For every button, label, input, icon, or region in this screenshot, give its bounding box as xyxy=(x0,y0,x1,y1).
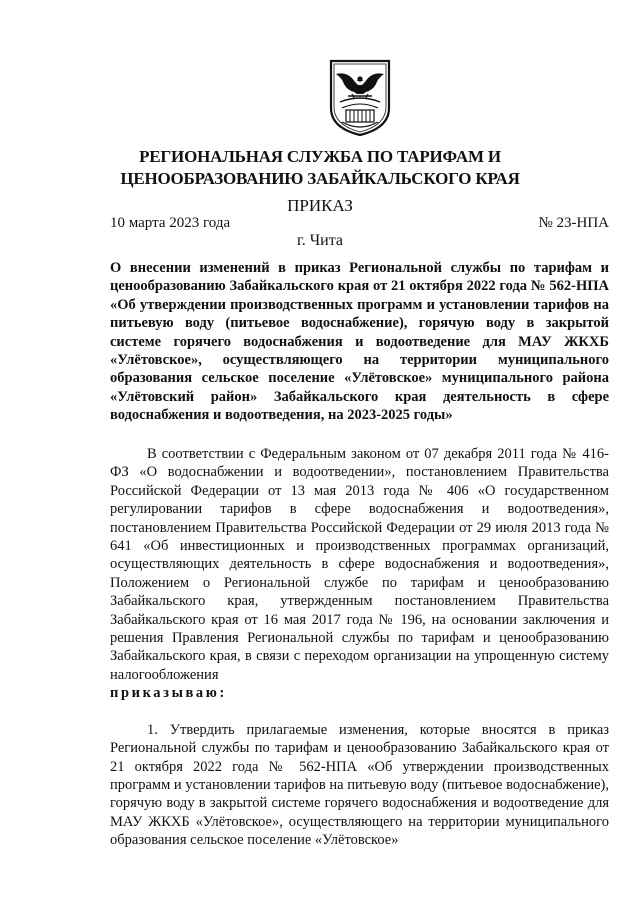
organization-name-line-1: РЕГИОНАЛЬНАЯ СЛУЖБА ПО ТАРИФАМ И xyxy=(139,147,501,166)
document-date: 10 марта 2023 года xyxy=(110,215,231,231)
organization-name xyxy=(0,146,640,190)
organization-name-line-2: ЦЕНООБРАЗОВАНИЮ ЗАБАЙКАЛЬСКОГО КРАЯ xyxy=(120,169,520,188)
document-body xyxy=(110,445,609,850)
item-1-paragraph: 1. Утвердить прилагаемые изменения, которые вносятся в приказ Региональной службы по тарифам и ценообразованию Забайкальского края от 21 октября 2022 года № 562-НПА «Об утверждении производственных программ и установлении тарифов на питьевую воду (питьевое водоснабжение), горячую воду в закрытой системе горячего водоснабжения и водоотведение для МАУ ЖКХБ «Улётовское», осуществляющего на территории муниципального образования сельское поселение «Улётовское» xyxy=(110,721,609,849)
document-type: ПРИКАЗ xyxy=(287,196,353,215)
decree-word: приказываю: xyxy=(110,685,227,702)
document-subject: О внесении изменений в приказ Региональной службы по тарифам и ценообразованию Забайкальского края от 21 октября 2022 года № 562-НПА «Об утверждении производственных программ и установлении тарифов на питьевую воду (питьевое водоснабжение), горячую воду в закрытой системе горячего водоснабжения и водоотведение для МАУ ЖКХБ «Улётовское», осуществляющего на территории муниципального образования сельское поселение «Улётовское» муниципального района «Улётовский район» Забайкальского края деятельность в сфере водоснабжения и водоотведения, на 2023-2025 годы» xyxy=(110,260,609,424)
document-city: г. Чита xyxy=(296,232,343,249)
preamble-paragraph xyxy=(110,445,609,703)
zabaykalsky-coat-of-arms-icon xyxy=(328,58,392,138)
document-number: № 23-НПА xyxy=(538,215,609,231)
preamble-text: В соответствии с Федеральным законом от 07 декабря 2011 года № 416-ФЗ «О водоснабжении и водоотведении», постановлением Правительства Российской Федерации от 13 мая 2013 года № 406 «О государственном регулировании тарифов в сфере водоснабжения и водоотведения», постановлением Правительства Российской Федерации от 29 июля 2013 года № 641 «Об инвестиционных и производственных программах организаций, осуществляющих деятельность в сфере водоснабжения и водоотведения», Положением о Региональной службе по тарифам и ценообразованию Забайкальского края, утвержденным постановлением Правительства Забайкальского края от 16 мая 2017 года № 196, на основании заключения и решения Правления Региональной службы по тарифам и ценообразованию Забайкальского края, в связи с переходом организации на упрощенную систему налогообложения xyxy=(110,446,609,683)
